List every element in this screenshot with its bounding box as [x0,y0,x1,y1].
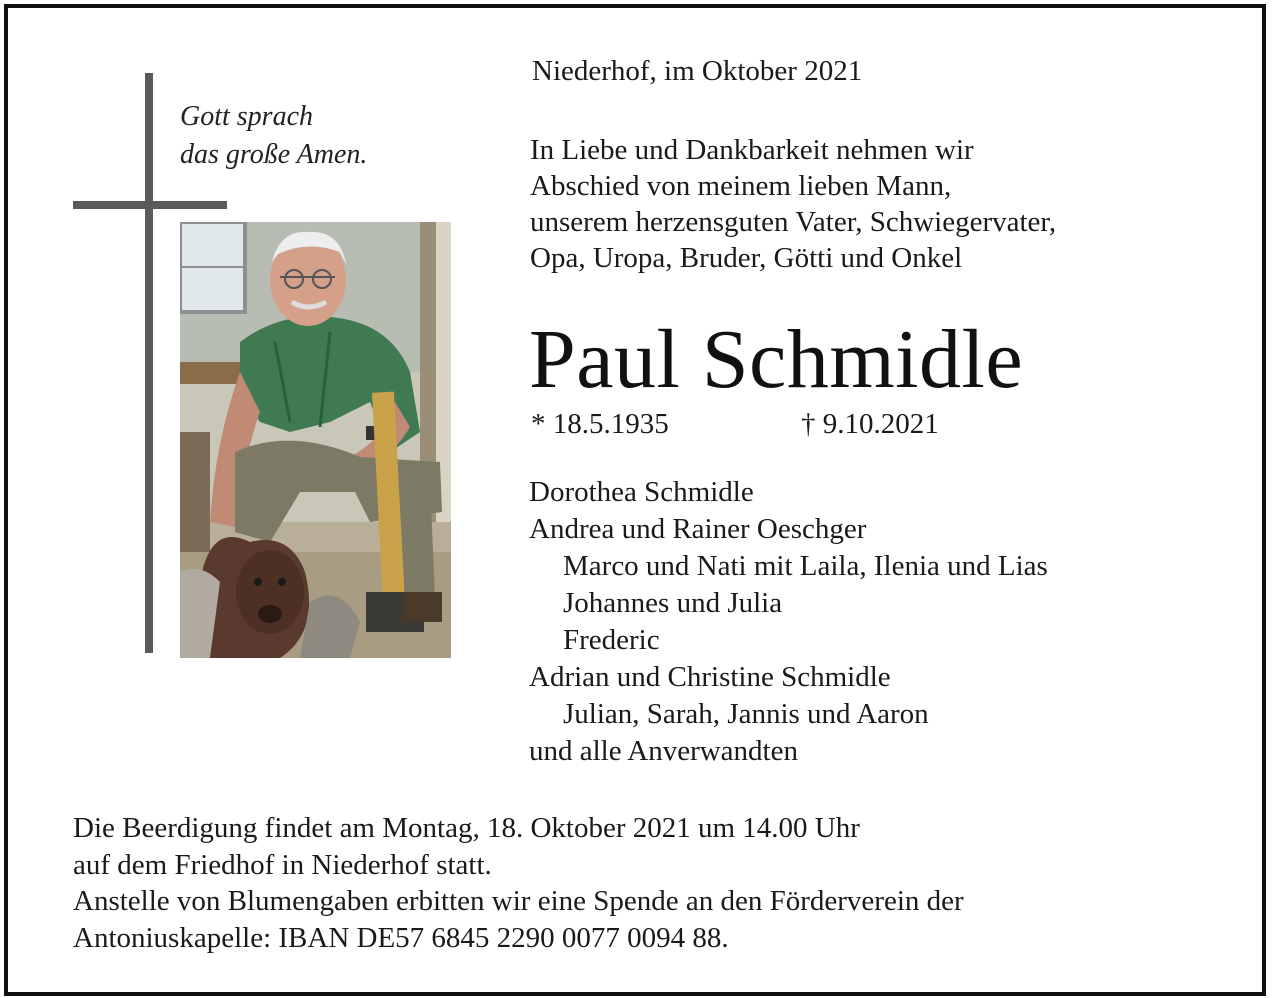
funeral-info [73,810,964,956]
mourner-line: Andrea und Rainer Oeschger [529,513,867,545]
place-and-date: Niederhof, im Oktober 2021 [532,55,863,87]
intro-line-4: Opa, Uropa, Bruder, Götti und Onkel [530,242,963,274]
cross-vertical-beam [145,73,153,653]
bible-quote [180,98,367,174]
donation-line-2: Antoniuskapelle: IBAN DE57 6845 2290 0077 0094 88. [73,921,729,954]
mourner-line: Johannes und Julia [563,587,783,619]
funeral-line-2: auf dem Friedhof in Niederhof statt. [73,848,492,881]
mourner-line: und alle Anverwandten [529,735,798,767]
mourner-line: Frederic [563,624,660,656]
mourner-line: Dorothea Schmidle [529,476,754,508]
intro-line-1: In Liebe und Dankbarkeit nehmen wir [530,134,974,166]
portrait-photo [180,222,451,658]
donation-line-1: Anstelle von Blumengaben erbitten wir eine Spende an den Förderverein der [73,885,964,917]
quote-line-1: Gott sprach [180,101,313,132]
quote-line-2: das große Amen. [180,139,368,170]
intro-line-2: Abschied von meinem lieben Mann, [530,170,952,202]
intro-line-3: unserem herzensguten Vater, Schwiegervater, [530,206,1057,238]
funeral-line-1: Die Beerdigung findet am Montag, 18. Oktober 2021 um 14.00 Uhr [73,812,860,844]
deceased-name: Paul Schmidle [529,313,1024,406]
life-dates [531,406,939,442]
death-date: † 9.10.2021 [801,408,939,440]
birth-date: * 18.5.1935 [531,408,669,440]
mourners-list [529,474,1048,770]
cross-horizontal-beam [73,201,227,209]
mourner-line: Julian, Sarah, Jannis und Aaron [563,698,929,730]
mourner-line: Marco und Nati mit Laila, Ilenia und Lias [563,550,1048,582]
mourner-line: Adrian und Christine Schmidle [529,661,891,693]
